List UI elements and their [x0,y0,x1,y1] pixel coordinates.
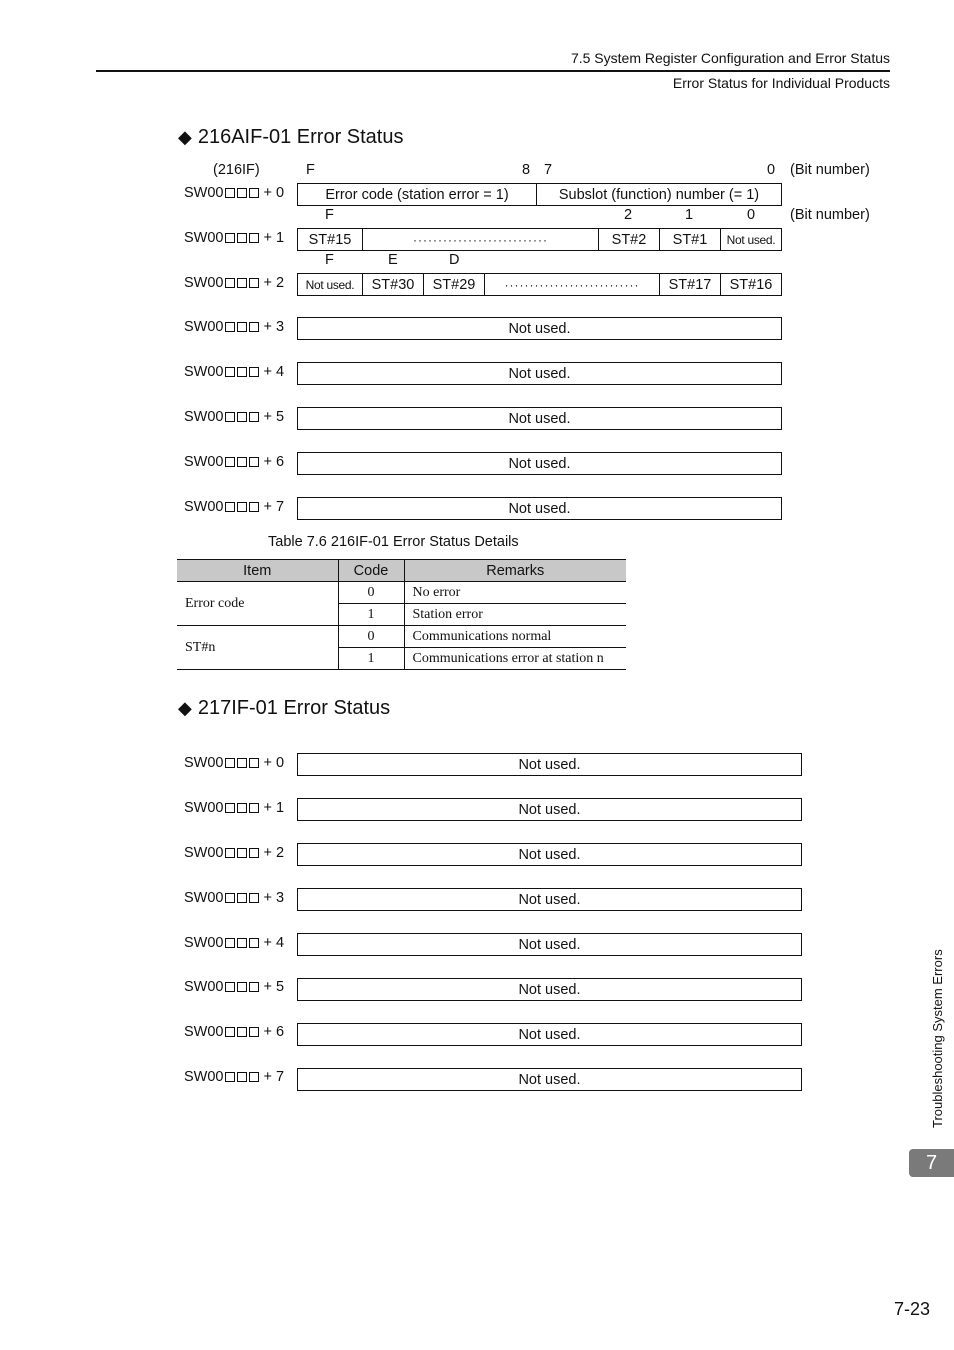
register-field: Not used. [518,846,581,863]
bit-cell-ellipsis: ··························· [485,274,660,295]
register-field: Not used. [518,981,581,998]
bit-label: D [449,252,460,268]
running-header-subsection: Error Status for Individual Products [672,75,890,91]
register-field: Not used. [508,365,571,382]
register-label: SW00 + 2 [184,845,285,861]
remark-cell: Communications error at station n [404,648,626,670]
remark-cell: Station error [404,604,626,626]
register-field: Not used. [518,891,581,908]
bit-label: 0 [747,207,756,223]
subslot-field: Subslot (function) number (= 1) [558,186,760,203]
register-box [297,1068,802,1091]
page-number: 7-23 [893,1299,930,1319]
register-box [297,273,782,296]
register-label: SW00 + 2 [184,275,285,291]
bit-label: 1 [685,207,694,223]
column-header-code: Code [338,560,404,582]
table-row [177,582,626,604]
remark-cell: Communications normal [404,626,626,648]
bit-label: F [306,162,315,178]
bit-label: 8 [522,162,531,178]
bit-cell: ST#16 [729,276,773,293]
register-box [297,183,782,206]
register-box [297,798,802,821]
register-box [297,978,802,1001]
register-box [297,317,782,340]
register-label: SW00 + 0 [184,185,285,201]
bit-label: F [325,252,334,268]
register-label: SW00 + 1 [184,800,285,816]
register-box [297,452,782,475]
diamond-bullet-icon: ◆ [178,698,192,718]
register-box [297,933,802,956]
register-field: Not used. [508,455,571,472]
code-cell: 0 [338,582,404,604]
bit-cell: Not used. [726,232,776,247]
bit-cell: ST#15 [298,229,363,250]
bit-cell: ST#30 [363,274,424,295]
register-box [297,228,782,251]
bit-row-tag: (216IF) [213,162,260,178]
bit-label: 2 [624,207,633,223]
register-label: SW00 + 5 [184,409,285,425]
register-field: Not used. [508,500,571,517]
bit-number-note: (Bit number) [790,207,870,223]
register-field: Not used. [508,320,571,337]
register-label: SW00 + 7 [184,499,285,515]
chapter-side-title: Troubleshooting System Errors [930,949,945,1128]
bit-cell-ellipsis: ··························· [363,229,599,250]
register-label: SW00 + 6 [184,454,285,470]
bit-label: 7 [544,162,553,178]
register-box [297,843,802,866]
register-label: SW00 + 3 [184,890,285,906]
table-header-row [177,560,626,582]
bit-cell: ST#2 [599,229,660,250]
bit-label: 0 [767,162,776,178]
register-label: SW00 + 4 [184,935,285,951]
bit-label: F [325,207,334,223]
diamond-bullet-icon: ◆ [178,127,192,147]
register-box [297,753,802,776]
register-label: SW00 + 6 [184,1024,285,1040]
code-cell: 1 [338,604,404,626]
section-title-217if [178,697,390,720]
bit-cell: ST#1 [660,229,721,250]
chapter-tab: 7 [909,1149,954,1177]
register-field: Not used. [518,756,581,773]
register-field: Not used. [518,1026,581,1043]
bit-label: E [388,252,398,268]
section-title-text: 217IF-01 Error Status [197,697,391,719]
code-cell: 0 [338,626,404,648]
register-box [297,888,802,911]
register-field: Not used. [518,1071,581,1088]
register-field: Not used. [518,936,581,953]
column-header-remarks: Remarks [404,560,626,582]
section-title-text: 216AIF-01 Error Status [197,126,404,148]
code-cell: 1 [338,648,404,670]
register-label: SW00 + 3 [184,319,285,335]
register-box [297,1023,802,1046]
error-code-field: Error code (station error = 1) [298,184,537,205]
bit-cell: ST#17 [660,274,721,295]
table-caption: Table 7.6 216IF-01 Error Status Details [268,534,519,550]
register-label: SW00 + 0 [184,755,285,771]
header-rule [96,70,890,72]
register-label: SW00 + 4 [184,364,285,380]
table-row [177,626,626,648]
bit-number-note: (Bit number) [790,162,870,178]
bit-cell: Not used. [298,274,363,295]
register-box [297,407,782,430]
item-cell: Error code [177,582,338,626]
register-box [297,497,782,520]
register-label: SW00 + 1 [184,230,285,246]
running-header-section: 7.5 System Register Configuration and Error Status [570,50,890,66]
register-field: Not used. [508,410,571,427]
remark-cell: No error [404,582,626,604]
error-status-details-table [177,559,626,670]
section-title-216aif [178,126,404,149]
register-label: SW00 + 5 [184,979,285,995]
bit-cell: ST#29 [424,274,485,295]
register-box [297,362,782,385]
register-label: SW00 + 7 [184,1069,285,1085]
item-cell: ST#n [177,626,338,670]
column-header-item: Item [177,560,338,582]
register-field: Not used. [518,801,581,818]
